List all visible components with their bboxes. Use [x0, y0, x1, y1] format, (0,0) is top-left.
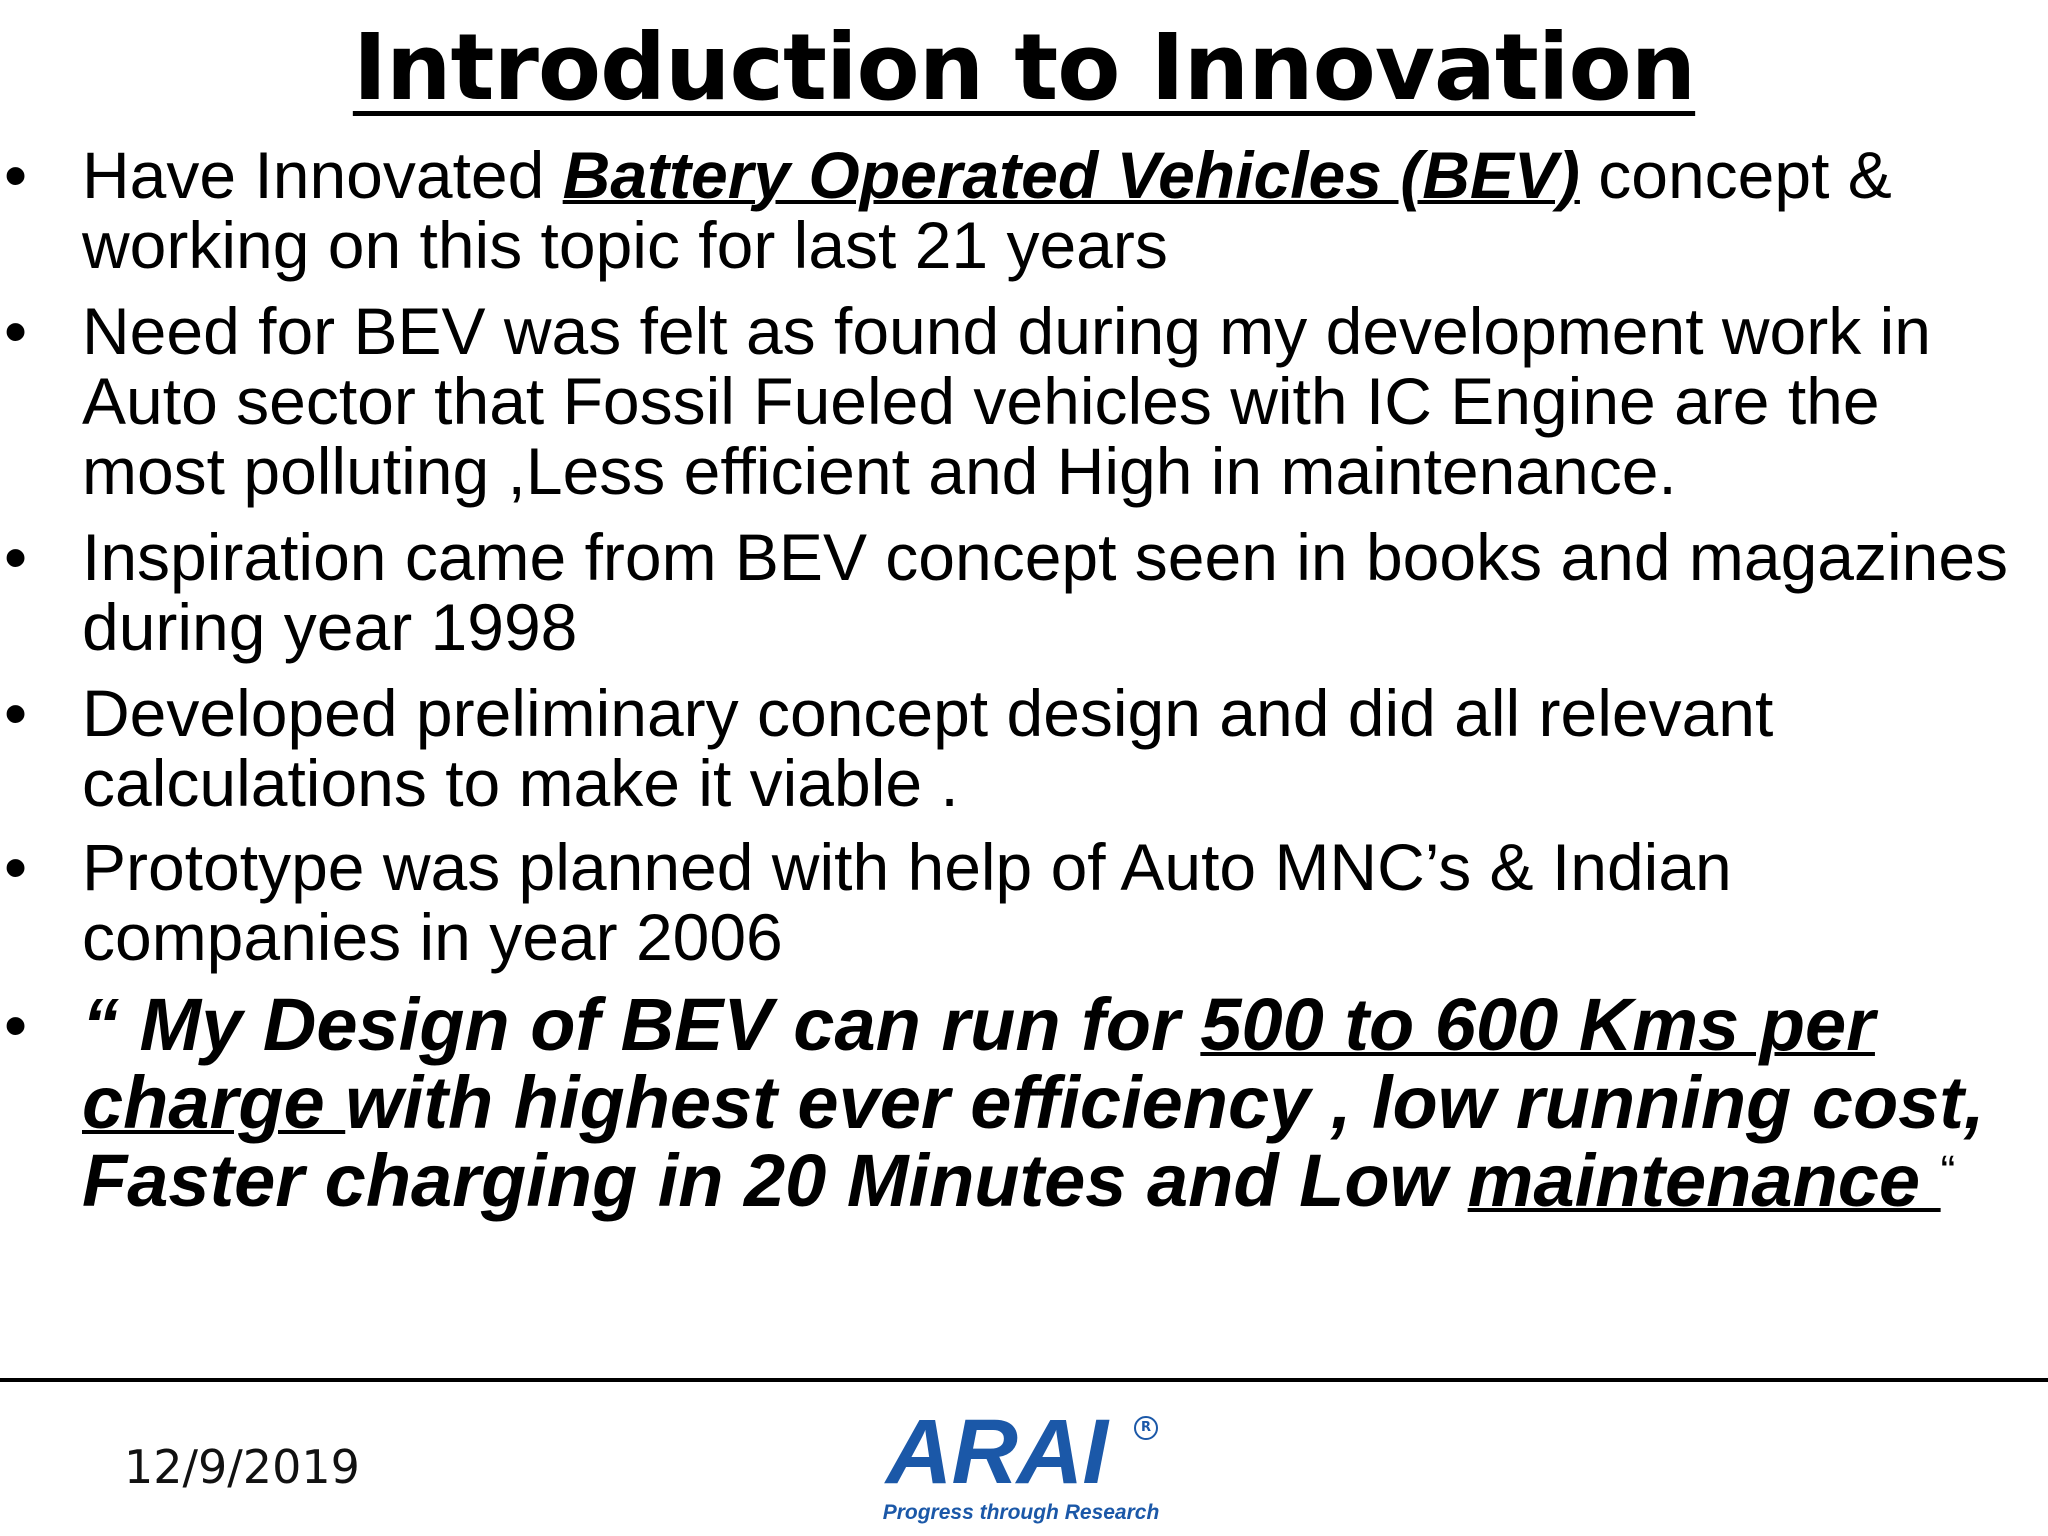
- bullet-text: Inspiration came from BEV concept seen in books and magazines during year 1998: [82, 520, 2009, 664]
- arai-logo: [872, 1401, 1172, 1530]
- bullet-dot: •: [4, 676, 28, 750]
- bullet-dot: •: [4, 294, 28, 368]
- footer-divider: [0, 1378, 2048, 1382]
- bullet-item: [0, 522, 2048, 662]
- quote-bullet-item: [0, 983, 2048, 1222]
- quote-text-pre: “ My Design of BEV can run for: [82, 983, 1201, 1066]
- logo-tagline: Progress through Research: [882, 1501, 1160, 1524]
- bullet-text: Prototype was planned with help of Auto MNC’s & Indian companies in year 2006: [82, 830, 1732, 974]
- footer-date: 12/9/2019: [124, 1440, 360, 1494]
- bullet-item: [0, 296, 2048, 506]
- bullet-emphasis: Battery Operated Vehicles (BEV): [562, 138, 1580, 212]
- quote-underlined-end: maintenance: [1467, 1139, 1941, 1222]
- bullet-item: [0, 832, 2048, 972]
- bullet-text-pre: Have Innovated: [82, 138, 563, 212]
- closing-quote: “: [1940, 1147, 1956, 1196]
- bullet-dot: •: [4, 138, 28, 212]
- bullet-dot: •: [4, 988, 28, 1062]
- bullet-dot: •: [4, 520, 28, 594]
- bullet-dot: •: [4, 830, 28, 904]
- bullet-item: [0, 678, 2048, 818]
- bullet-text: Developed preliminary concept design and did all relevant calculations to make it viable .: [82, 676, 1774, 820]
- quote-text-post: with highest ever efficiency , low running cost, Faster charging in 20 Minutes and Low: [82, 1061, 1985, 1222]
- bullet-text-post: concept & working on this topic for last 21 years: [82, 138, 1892, 282]
- registered-mark-icon: R: [1134, 1416, 1158, 1440]
- slide-title: Introduction to Innovation: [352, 14, 1696, 121]
- bullet-list: [0, 140, 2048, 1220]
- bullet-item: [0, 140, 2048, 280]
- bullet-text: Need for BEV was felt as found during my development work in Auto sector that Fossil Fueled vehicles with IC Engine are the most polluting ,Less efficient and High in maintenance.: [82, 294, 1931, 508]
- logo-wordmark: ARAI: [886, 1401, 1107, 1503]
- quote-underlined-range: 500 to 600 Kms per charge: [82, 983, 1875, 1144]
